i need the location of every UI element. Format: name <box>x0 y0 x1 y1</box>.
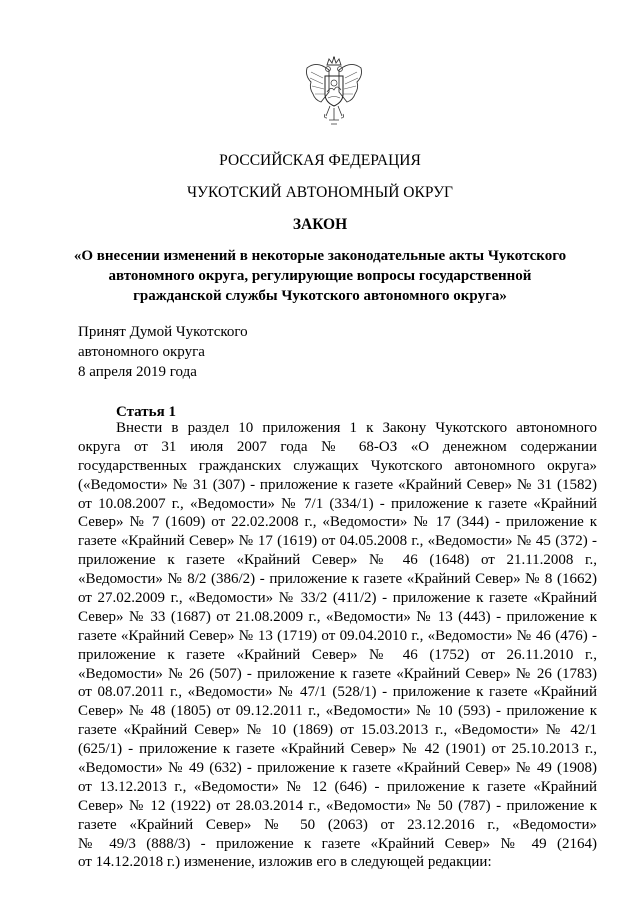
coat-of-arms-emblem <box>301 56 367 130</box>
article-text-line: приложение к газете «Крайний Север» № 46 (1648) от 21.11.2008 г., <box>78 552 597 569</box>
article-text-line: приложение к газете «Крайний Север» № 46 (1752) от 26.11.2010 г., <box>78 646 597 663</box>
law-title <box>0 246 640 306</box>
article-text-line: № 49/3 (888/3) - приложение к газете «Крайний Север» № 49 (2164) <box>78 835 597 852</box>
article-text-line: Север» № 48 (1805) от 09.12.2011 г., «Ведомости» № 10 (593) - приложение к <box>78 703 597 720</box>
law-title-line: автономного округа, регулирующие вопросы государственной <box>108 268 532 284</box>
law-title-line: «О внесении изменений в некоторые законодательные акты Чукотского <box>73 248 567 264</box>
article-text-line: Внести в раздел 10 приложения 1 к Закону Чукотского автономного <box>116 420 597 436</box>
article-text-line: газете «Крайний Север» № 13 (1719) от 09.04.2010 г., «Ведомости» № 46 (476) - <box>78 627 597 644</box>
article-text-line: «Ведомости» № 26 (507) - приложение к газете «Крайний Север» № 26 (1783) <box>78 665 597 682</box>
article-text-line: Север» № 7 (1609) от 22.02.2008 г., «Ведомости» № 17 (344) - приложение к <box>78 514 597 531</box>
region-heading: ЧУКОТСКИЙ АВТОНОМНЫЙ ОКРУГ <box>186 184 454 201</box>
article-text-line: «Ведомости» № 49 (632) - приложение к газете «Крайний Север» № 49 (1908) <box>78 760 597 777</box>
adoption-line: автономного округа <box>78 344 205 360</box>
article-text-line: газете «Крайний Север» № 17 (1619) от 04.05.2008 г., «Ведомости» № 45 (372) - <box>78 533 597 550</box>
adoption-line: Принят Думой Чукотского <box>78 324 248 340</box>
article-text-line: от 08.07.2011 г., «Ведомости» № 47/1 (528/1) - приложение к газете «Крайний <box>78 684 597 701</box>
adoption-date: 8 апреля 2019 года <box>78 364 197 380</box>
article-text-line: Север» № 12 (1922) от 28.03.2014 г., «Ведомости» № 50 (787) - приложение к <box>78 797 597 814</box>
article-text-line: газете «Крайний Север» № 10 (1869) от 15.03.2013 г., «Ведомости» № 42/1 <box>78 722 597 739</box>
adoption-info <box>78 322 248 382</box>
law-title-line: гражданской службы Чукотского автономного округа» <box>133 288 507 304</box>
document-type-heading: ЗАКОН <box>292 216 348 233</box>
article-text-line: от 10.08.2007 г., «Ведомости» № 7/1 (334/1) - приложение к газете «Крайний <box>78 495 597 512</box>
article-text-line: от 13.12.2013 г., «Ведомости» № 12 (646) - приложение к газете «Крайний <box>78 778 597 795</box>
article-text-line: округа от 31 июля 2007 года № 68-ОЗ «О денежном содержании <box>78 438 597 455</box>
article-text-line: («Ведомости» № 31 (307) - приложение к газете «Крайний Север» № 31 (1582) <box>78 476 597 493</box>
country-heading: РОССИЙСКАЯ ФЕДЕРАЦИЯ <box>219 152 421 169</box>
article-heading: Статья 1 <box>116 404 176 420</box>
article-text-line: от 14.12.2018 г.) изменение, изложив его в следующей редакции: <box>78 854 492 871</box>
article-text-line: Север» № 33 (1687) от 21.08.2009 г., «Ведомости» № 13 (443) - приложение к <box>78 608 597 625</box>
article-text-line: (625/1) - приложение к газете «Крайний Север» № 42 (1901) от 25.10.2013 г., <box>78 741 597 758</box>
article-text-line: газете «Крайний Север» № 50 (2063) от 23.12.2016 г., «Ведомости» <box>78 816 597 833</box>
article-text-line: «Ведомости» № 8/2 (386/2) - приложение к газете «Крайний Север» № 8 (1662) <box>78 571 597 588</box>
article-text-line: государственных гражданских служащих Чукотского автономного округа» <box>78 457 597 474</box>
article-body <box>78 419 597 872</box>
article-text-line: от 27.02.2009 г., «Ведомости» № 33/2 (411/2) - приложение к газете «Крайний <box>78 590 597 607</box>
